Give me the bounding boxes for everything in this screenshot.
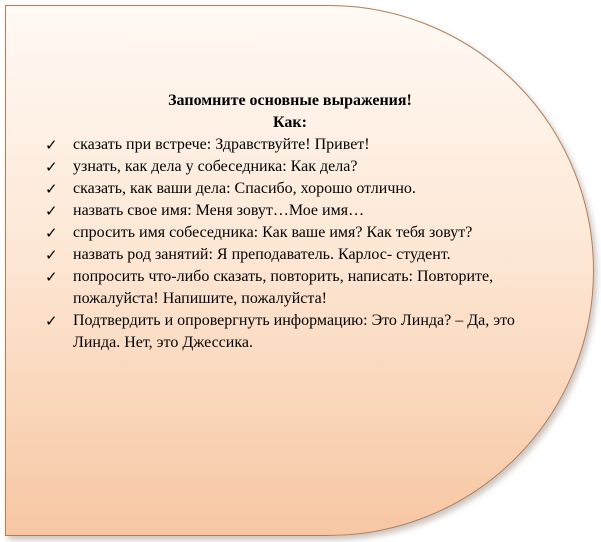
checkmark-icon: ✓ — [45, 224, 58, 242]
list-item-text: назвать свое имя: Меня зовут…Мое имя… — [73, 202, 365, 219]
expressions-panel — [45, 90, 515, 354]
list-item — [45, 310, 515, 354]
checkmark-icon: ✓ — [45, 180, 58, 198]
list-item-text: сказать при встрече: Здравствуйте! Привет! — [73, 136, 370, 153]
list-item — [45, 134, 515, 156]
list-item-text: спросить имя собеседника: Как ваше имя? Как тебя зовут? — [73, 224, 473, 241]
panel-heading: Запомните основные выражения! — [168, 92, 412, 109]
list-item — [45, 200, 515, 222]
expressions-list — [45, 134, 515, 354]
list-item-text: Подтвердить и опровергнуть информацию: Это Линда? – Да, это Линда. Нет, это Джессика. — [73, 312, 515, 351]
list-item-text: назвать род занятий: Я преподаватель. Карлос- студент. — [73, 246, 451, 263]
list-item-text: узнать, как дела у собеседника: Как дела? — [73, 158, 358, 175]
checkmark-icon: ✓ — [45, 246, 58, 264]
checkmark-icon: ✓ — [45, 158, 58, 176]
list-item — [45, 266, 515, 310]
checkmark-icon: ✓ — [45, 202, 58, 220]
list-item — [45, 178, 515, 200]
panel-subheading: Как: — [273, 114, 307, 131]
list-item-text: сказать, как ваши дела: Спасибо, хорошо отлично. — [73, 180, 416, 197]
list-item — [45, 222, 515, 244]
checkmark-icon: ✓ — [45, 312, 58, 330]
list-item — [45, 244, 515, 266]
checkmark-icon: ✓ — [45, 136, 58, 154]
list-item-text: попросить что-либо сказать, повторить, написать: Повторите, пожалуйста! Напишите, пожалуйста! — [73, 268, 494, 307]
list-item — [45, 156, 515, 178]
checkmark-icon: ✓ — [45, 268, 58, 286]
